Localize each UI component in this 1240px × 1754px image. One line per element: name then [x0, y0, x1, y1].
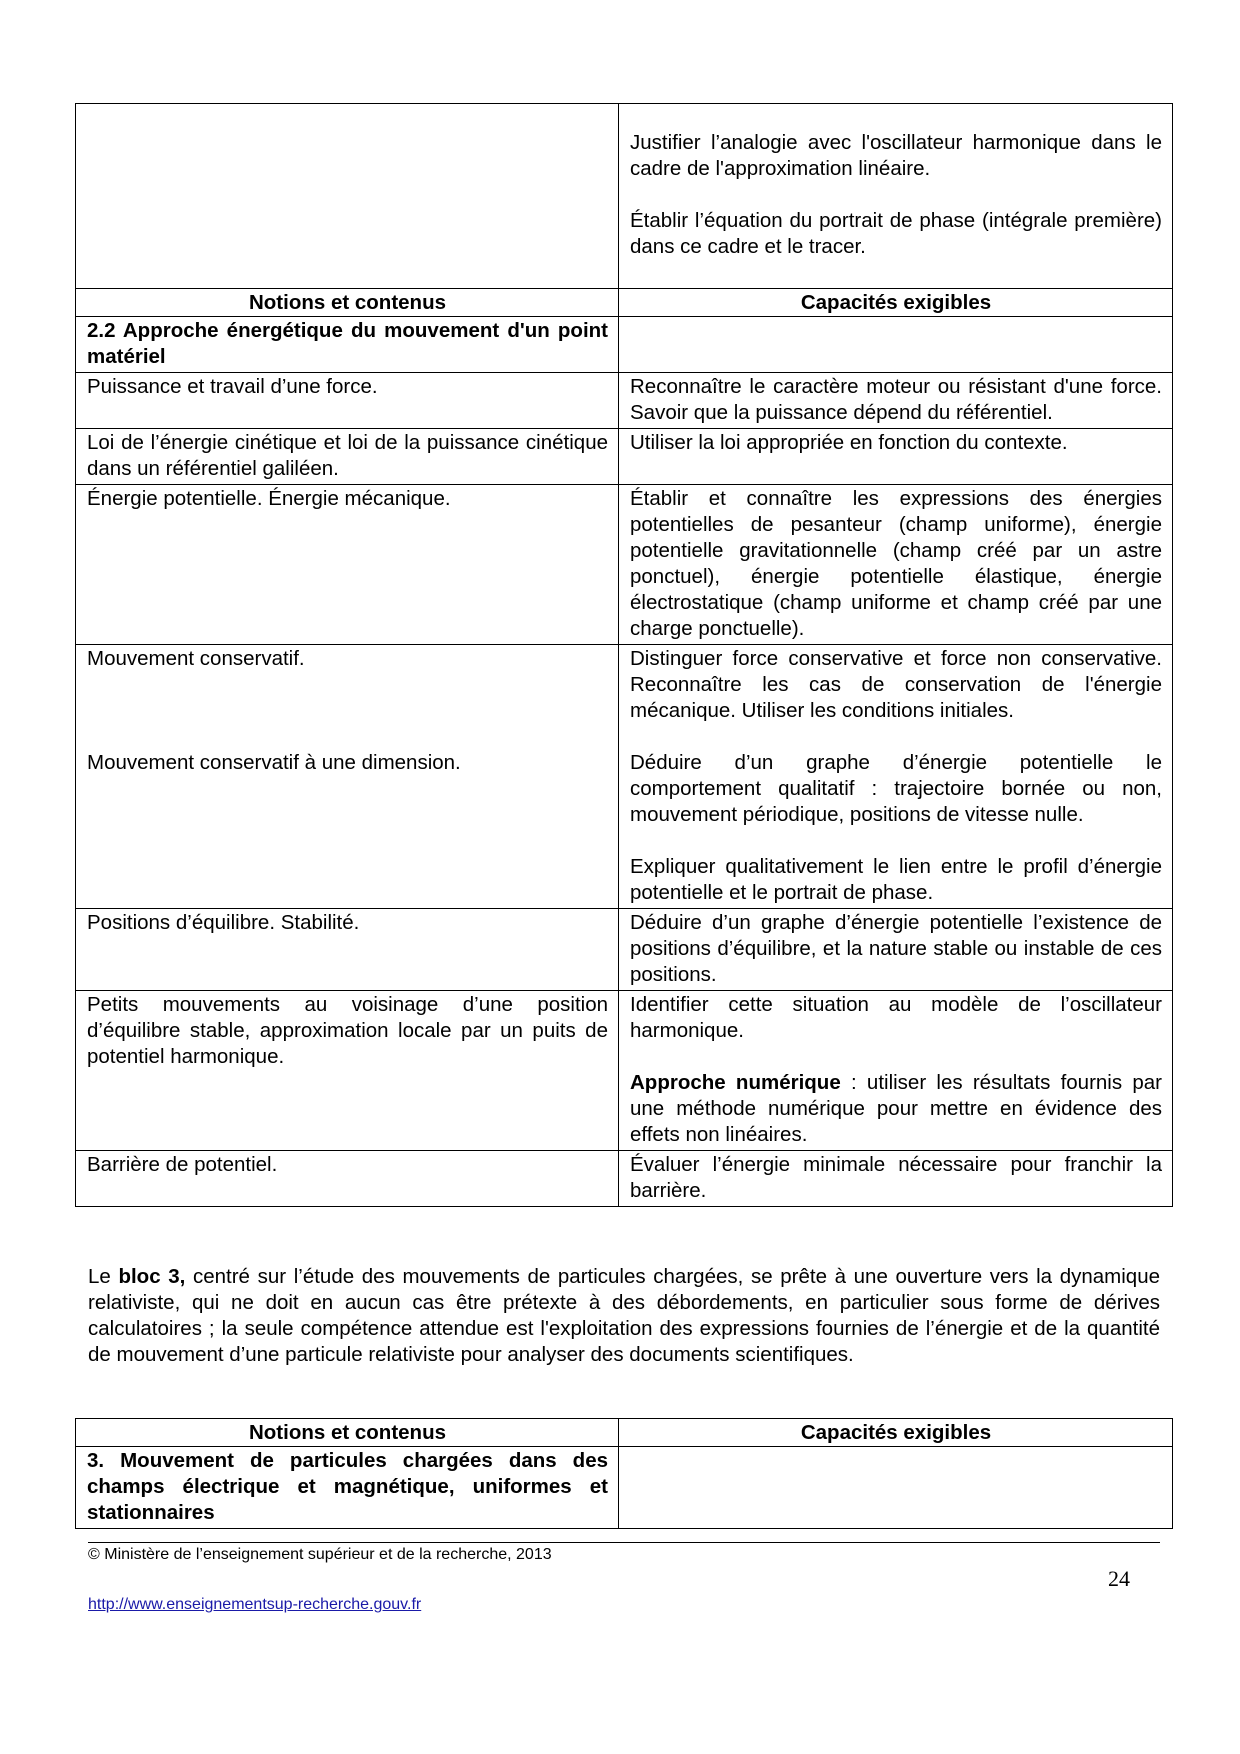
capacite-cell — [619, 645, 1173, 909]
footer-copyright: © Ministère de l’enseignement supérieur et de la recherche, 2013 — [88, 1546, 552, 1563]
table-row — [76, 1447, 1173, 1529]
capacite-cell: Déduire d’un graphe d’énergie potentielle l’existence de positions d’équilibre, et la nature stable ou instable de ces positions. — [619, 909, 1173, 991]
capacite-text — [630, 1070, 1162, 1148]
capacite-cell — [619, 317, 1173, 373]
capacite-text: Justifier l’analogie avec l'oscillateur harmonique dans le cadre de l'approximation linéaire. — [630, 131, 1162, 180]
capacite-text: Établir l’équation du portrait de phase (intégrale première) dans ce cadre et le tracer. — [630, 209, 1162, 258]
table-row — [76, 909, 1173, 991]
capacite-cell — [619, 1447, 1173, 1529]
table-row — [76, 1151, 1173, 1207]
approche-numerique-text: : utiliser les résultats fournis par une méthode numérique pour mettre en évidence des effets non linéaires. — [630, 1071, 1162, 1146]
paragraph-text: centré sur l’étude des mouvements de particules chargées, se prête à une ouverture vers la dynamique relativiste, qui ne doit en aucun cas être prétexte à des débordements, en particulier sous forme de dérives calculatoires ; la seule compétence attendue est l'exploitation des expressions fournies de l’énergie et de la quantité de mouvement d’une particule relativiste pour analyser des documents scientifiques. — [88, 1265, 1161, 1366]
continuation-table — [75, 103, 1173, 289]
section-2-2-table — [75, 288, 1173, 1207]
capacite-text: Déduire d’un graphe d’énergie potentielle le comportement qualitatif : trajectoire bornée ou non, mouvement périodique, positions de vitesse nulle. — [630, 751, 1162, 826]
header-notions: Notions et contenus — [76, 289, 619, 317]
notion-cell: Puissance et travail d’une force. — [76, 373, 619, 429]
capacite-text: Identifier cette situation au modèle de l’oscillateur harmonique. — [630, 993, 1162, 1042]
footer-divider — [88, 1542, 1160, 1543]
header-capacites: Capacités exigibles — [619, 1419, 1173, 1447]
page-number: 24 — [1108, 1566, 1130, 1591]
table-row — [76, 317, 1173, 373]
approche-numerique-label: Approche numérique — [630, 1071, 841, 1094]
capacite-cell — [619, 104, 1173, 289]
notion-cell — [76, 104, 619, 289]
section-title: 3. Mouvement de particules chargées dans des champs électrique et magnétique, uniformes et stationnaires — [76, 1447, 619, 1529]
capacite-text: Expliquer qualitativement le lien entre le profil d’énergie potentielle et le portrait de phase. — [630, 855, 1162, 904]
notion-text: Mouvement conservatif. — [87, 647, 305, 670]
table-header-row — [76, 289, 1173, 317]
notion-cell: Petits mouvements au voisinage d’une position d’équilibre stable, approximation locale par un puits de potentiel harmonique. — [76, 991, 619, 1151]
table-header-row — [76, 1419, 1173, 1447]
section-title: 2.2 Approche énergétique du mouvement d'un point matériel — [76, 317, 619, 373]
table-row — [76, 429, 1173, 485]
section-3-table — [75, 1418, 1173, 1529]
notion-cell: Barrière de potentiel. — [76, 1151, 619, 1207]
capacite-cell: Utiliser la loi appropriée en fonction du contexte. — [619, 429, 1173, 485]
header-notions: Notions et contenus — [76, 1419, 619, 1447]
table-row — [76, 485, 1173, 645]
footer-link[interactable]: http://www.enseignementsup-recherche.gouv.fr — [88, 1596, 422, 1613]
capacite-cell: Évaluer l’énergie minimale nécessaire pour franchir la barrière. — [619, 1151, 1173, 1207]
paragraph-prefix: Le — [88, 1265, 119, 1288]
notion-cell: Positions d’équilibre. Stabilité. — [76, 909, 619, 991]
table-row — [76, 991, 1173, 1151]
notion-cell — [76, 645, 619, 909]
header-capacites: Capacités exigibles — [619, 289, 1173, 317]
notion-cell: Énergie potentielle. Énergie mécanique. — [76, 485, 619, 645]
capacite-cell: Reconnaître le caractère moteur ou résistant d'une force. Savoir que la puissance dépend du référentiel. — [619, 373, 1173, 429]
table-row — [76, 645, 1173, 909]
table-row — [76, 373, 1173, 429]
capacite-cell — [619, 991, 1173, 1151]
bloc-3-paragraph — [88, 1264, 1160, 1368]
capacite-text: Distinguer force conservative et force non conservative. Reconnaître les cas de conservation de l'énergie mécanique. Utiliser les conditions initiales. — [630, 647, 1162, 722]
notion-text: Mouvement conservatif à une dimension. — [87, 751, 461, 774]
paragraph-bold: bloc 3, — [118, 1265, 186, 1288]
table-row — [76, 104, 1173, 289]
capacite-cell: Établir et connaître les expressions des énergies potentielles de pesanteur (champ uniforme), énergie potentielle gravitationnelle (champ créé par un astre ponctuel), énergie potentielle élastique, énergie électrostatique (champ uniforme et champ créé par une charge ponctuelle). — [619, 485, 1173, 645]
notion-cell: Loi de l’énergie cinétique et loi de la puissance cinétique dans un référentiel galiléen. — [76, 429, 619, 485]
